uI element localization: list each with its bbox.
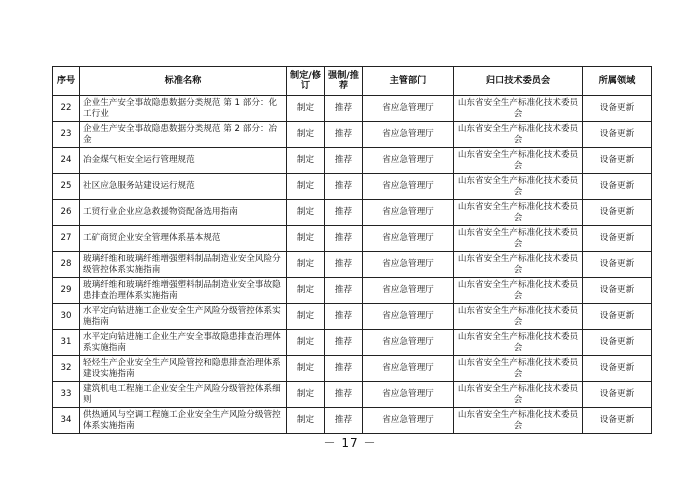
header-field: 所属领域 (583, 67, 652, 96)
header-type: 制定/修订 (287, 67, 325, 96)
cell-num: 26 (53, 200, 80, 226)
cell-type: 制定 (287, 226, 325, 252)
cell-name: 冶金煤气柜安全运行管理规范 (80, 148, 287, 174)
cell-mandatory: 推荐 (325, 356, 363, 382)
cell-name: 建筑机电工程施工企业安全生产风险分级管控体系细则 (80, 382, 287, 408)
header-dept: 主管部门 (363, 67, 454, 96)
cell-field: 设备更新 (583, 226, 652, 252)
cell-type: 制定 (287, 408, 325, 434)
cell-dept: 省应急管理厅 (363, 96, 454, 122)
page-number: － 17 － (323, 436, 377, 450)
cell-mandatory: 推荐 (325, 330, 363, 356)
cell-committee: 山东省安全生产标准化技术委员会 (454, 330, 583, 356)
standards-table (52, 66, 652, 434)
table-row (53, 356, 652, 382)
cell-field: 设备更新 (583, 382, 652, 408)
cell-dept: 省应急管理厅 (363, 252, 454, 278)
cell-field: 设备更新 (583, 148, 652, 174)
cell-committee: 山东省安全生产标准化技术委员会 (454, 382, 583, 408)
cell-committee: 山东省安全生产标准化技术委员会 (454, 174, 583, 200)
cell-num: 24 (53, 148, 80, 174)
cell-committee: 山东省安全生产标准化技术委员会 (454, 408, 583, 434)
cell-num: 30 (53, 304, 80, 330)
table-row (53, 96, 652, 122)
cell-dept: 省应急管理厅 (363, 226, 454, 252)
cell-field: 设备更新 (583, 200, 652, 226)
table-row (53, 200, 652, 226)
cell-dept: 省应急管理厅 (363, 148, 454, 174)
cell-field: 设备更新 (583, 174, 652, 200)
cell-type: 制定 (287, 96, 325, 122)
cell-num: 28 (53, 252, 80, 278)
table-row (53, 122, 652, 148)
cell-num: 25 (53, 174, 80, 200)
cell-dept: 省应急管理厅 (363, 382, 454, 408)
cell-dept: 省应急管理厅 (363, 278, 454, 304)
cell-name: 玻璃纤维和玻璃纤维增强塑料制品制造业安全事故隐患排查治理体系实施指南 (80, 278, 287, 304)
table-row (53, 304, 652, 330)
cell-name: 供热通风与空调工程施工企业安全生产风险分级管控体系实施指南 (80, 408, 287, 434)
cell-committee: 山东省安全生产标准化技术委员会 (454, 252, 583, 278)
header-name: 标准名称 (80, 67, 287, 96)
cell-name: 社区应急服务站建设运行规范 (80, 174, 287, 200)
cell-field: 设备更新 (583, 408, 652, 434)
cell-mandatory: 推荐 (325, 408, 363, 434)
cell-dept: 省应急管理厅 (363, 122, 454, 148)
cell-name: 工贸行业企业应急救援物资配备选用指南 (80, 200, 287, 226)
cell-committee: 山东省安全生产标准化技术委员会 (454, 122, 583, 148)
cell-committee: 山东省安全生产标准化技术委员会 (454, 226, 583, 252)
cell-mandatory: 推荐 (325, 252, 363, 278)
cell-committee: 山东省安全生产标准化技术委员会 (454, 304, 583, 330)
cell-num: 27 (53, 226, 80, 252)
cell-field: 设备更新 (583, 96, 652, 122)
table-row (53, 226, 652, 252)
cell-committee: 山东省安全生产标准化技术委员会 (454, 148, 583, 174)
cell-type: 制定 (287, 382, 325, 408)
cell-field: 设备更新 (583, 330, 652, 356)
cell-type: 制定 (287, 148, 325, 174)
cell-mandatory: 推荐 (325, 96, 363, 122)
table-row (53, 148, 652, 174)
cell-num: 34 (53, 408, 80, 434)
cell-committee: 山东省安全生产标准化技术委员会 (454, 96, 583, 122)
cell-dept: 省应急管理厅 (363, 330, 454, 356)
cell-name: 轻烃生产企业安全生产风险管控和隐患排查治理体系建设实施指南 (80, 356, 287, 382)
cell-type: 制定 (287, 356, 325, 382)
header-committee: 归口技术委员会 (454, 67, 583, 96)
cell-dept: 省应急管理厅 (363, 408, 454, 434)
cell-type: 制定 (287, 304, 325, 330)
header-num: 序号 (53, 67, 80, 96)
header-mandatory: 强制/推荐 (325, 67, 363, 96)
cell-type: 制定 (287, 252, 325, 278)
cell-mandatory: 推荐 (325, 200, 363, 226)
cell-dept: 省应急管理厅 (363, 356, 454, 382)
cell-mandatory: 推荐 (325, 226, 363, 252)
cell-mandatory: 推荐 (325, 122, 363, 148)
cell-committee: 山东省安全生产标准化技术委员会 (454, 278, 583, 304)
table-row (53, 330, 652, 356)
cell-committee: 山东省安全生产标准化技术委员会 (454, 356, 583, 382)
table-header-row (53, 67, 652, 96)
table-row (53, 382, 652, 408)
cell-field: 设备更新 (583, 356, 652, 382)
cell-name: 玻璃纤维和玻璃纤维增强塑料制品制造业安全风险分级管控体系实施指南 (80, 252, 287, 278)
cell-name: 企业生产安全事故隐患数据分类规范 第 1 部分：化工行业 (80, 96, 287, 122)
cell-mandatory: 推荐 (325, 304, 363, 330)
cell-mandatory: 推荐 (325, 278, 363, 304)
table-row (53, 252, 652, 278)
cell-committee: 山东省安全生产标准化技术委员会 (454, 200, 583, 226)
cell-name: 工矿商贸企业安全管理体系基本规范 (80, 226, 287, 252)
cell-type: 制定 (287, 174, 325, 200)
cell-name: 水平定向钻进施工企业安全生产风险分级管控体系实施指南 (80, 304, 287, 330)
cell-name: 企业生产安全事故隐患数据分类规范 第 2 部分：冶金 (80, 122, 287, 148)
table-row (53, 174, 652, 200)
cell-mandatory: 推荐 (325, 148, 363, 174)
cell-type: 制定 (287, 122, 325, 148)
cell-field: 设备更新 (583, 122, 652, 148)
cell-field: 设备更新 (583, 304, 652, 330)
cell-num: 33 (53, 382, 80, 408)
cell-num: 29 (53, 278, 80, 304)
cell-type: 制定 (287, 278, 325, 304)
cell-num: 31 (53, 330, 80, 356)
cell-type: 制定 (287, 200, 325, 226)
table-row (53, 408, 652, 434)
cell-num: 23 (53, 122, 80, 148)
cell-num: 32 (53, 356, 80, 382)
cell-type: 制定 (287, 330, 325, 356)
cell-field: 设备更新 (583, 278, 652, 304)
cell-field: 设备更新 (583, 252, 652, 278)
cell-dept: 省应急管理厅 (363, 304, 454, 330)
cell-mandatory: 推荐 (325, 174, 363, 200)
cell-mandatory: 推荐 (325, 382, 363, 408)
cell-num: 22 (53, 96, 80, 122)
table-row (53, 278, 652, 304)
cell-dept: 省应急管理厅 (363, 174, 454, 200)
cell-name: 水平定向钻进施工企业生产安全事故隐患排查治理体系实施指南 (80, 330, 287, 356)
cell-dept: 省应急管理厅 (363, 200, 454, 226)
